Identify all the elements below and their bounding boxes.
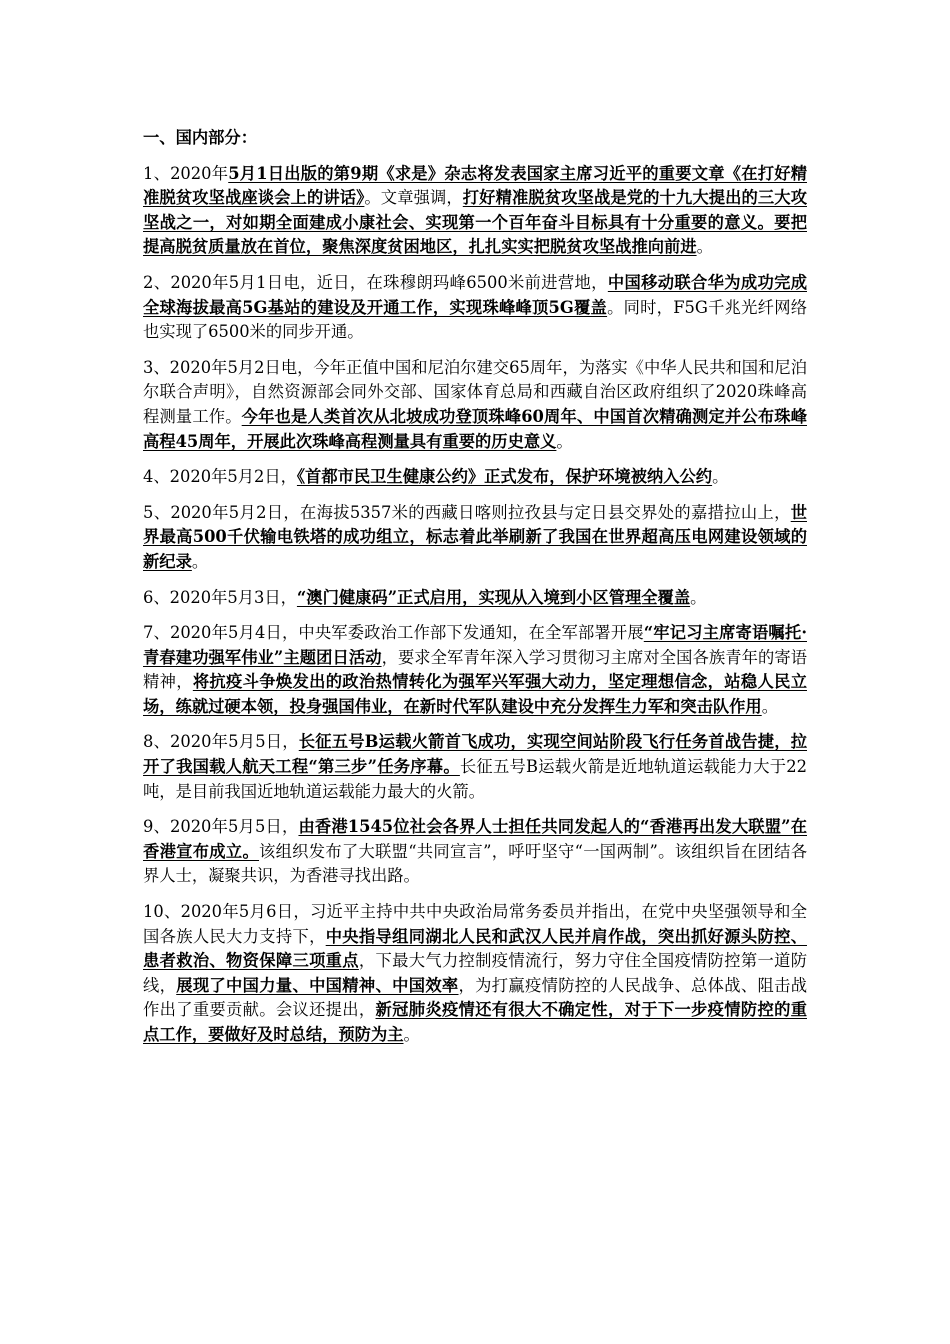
highlighted-text: 打好精准脱贫攻坚战是党的十九大提出的三大攻坚战之一，对如期全面建成小康社会、实现第一个百年奋斗目标具有十分重要的意义。要把提高脱贫质量放在首位，聚焦深度贫困地区，扎扎实实把脱贫攻坚战推向前进 — [143, 188, 807, 257]
body-text: 。 — [712, 467, 729, 487]
body-text: 该组织发布了大联盟“共同宣言”，呼吁坚守“一国两制”。该组织旨在团结各界人士，凝聚共识，为香港寻找出路。 — [143, 841, 807, 886]
highlighted-text: 中央指导组同湖北人民和武汉人民并肩作战，突出抓好源头防控、患者救治、物资保障三项重点 — [143, 926, 807, 971]
body-text: 。 — [191, 551, 209, 571]
body-text: 10、2020年5月6日，习近平主持中共中央政治局常务委员并指出，在党中央坚强领导和全国各族人民大力支持下， — [143, 902, 807, 946]
highlighted-text: 将抗疫斗争焕发出的政治热情转化为强军兴军强大动力，坚定理想信念，站稳人民立场，练就过硬本领，投身强国伟业，在新时代军队建设中充分发挥生力军和突击队作用 — [143, 672, 807, 716]
body-text: 。 — [690, 587, 707, 607]
highlighted-text: 世界最高500千伏输电铁塔的成功组立，标志着此举刷新了我国在世界超高压电网建设领域的新纪录 — [143, 502, 807, 571]
document-page — [143, 126, 807, 1059]
highlighted-text: 中国移动联合华为成功完成全球海拔最高5G基站的建设及开通工作，实现珠峰峰顶5G覆盖 — [143, 272, 807, 317]
news-item-5 — [143, 501, 807, 575]
body-text: 2、2020年5月1日电，近日，在珠穆朗玛峰6500米前进营地， — [143, 272, 608, 292]
news-item-10 — [143, 900, 807, 1048]
news-item-1 — [143, 162, 807, 260]
body-text: 。 — [696, 237, 713, 257]
body-text: 。 — [761, 696, 778, 716]
body-text: 7、2020年5月4日，中央军委政治工作部下发通知，在全军部署开展 — [143, 623, 644, 643]
news-item-7 — [143, 621, 807, 719]
body-text: ，要求全军青年深入学习贯彻习主席对全国各族青年的寄语精神， — [143, 647, 807, 692]
body-text: 。 — [403, 1025, 420, 1044]
highlighted-text: 5月1日出版的第9期《求是》杂志将发表国家主席习近平的重要文章《在打好精准脱贫攻坚战座谈会上的讲话》 — [143, 163, 807, 208]
highlighted-text: 今年也是人类首次从北坡成功登顶珠峰60周年、中国首次精确测定并公布珠峰高程45周年，开展此次珠峰高程测量具有重要的历史意义 — [143, 406, 807, 451]
news-item-9 — [143, 815, 807, 889]
news-item-8 — [143, 730, 807, 804]
highlighted-text: 长征五号B运载火箭首飞成功，实现空间站阶段飞行任务首战告捷，拉开了我国载人航天工程“第三步”任务序幕。 — [143, 732, 808, 777]
body-text: 9、2020年5月5日， — [143, 817, 299, 837]
body-text: 。文章强调， — [364, 188, 463, 208]
body-text: 。 — [556, 431, 573, 451]
news-list — [143, 162, 807, 1048]
body-text: 4、2020年5月2日， — [143, 467, 297, 487]
body-text: 长征五号B运载火箭是近地轨道运载能力大于22吨，是目前我国近地轨道运载能力最大的火箭。 — [143, 757, 808, 801]
body-text: 3、2020年5月2日电，今年正值中国和尼泊尔建交65周年，为落实《中华人民共和国和尼泊尔联合声明》，自然资源部会同外交部、国家体育总局和西藏自治区政府组织了2020珠峰高程测量工作。 — [143, 357, 807, 426]
highlighted-text: 由香港1545位社会各界人士担任共同发起人的“香港再出发大联盟”在香港宣布成立。 — [143, 817, 807, 861]
highlighted-text: 新冠肺炎疫情还有很大不确定性，对于下一步疫情防控的重点工作，要做好及时总结，预防为主 — [143, 1000, 807, 1044]
body-text: 6、2020年5月3日， — [143, 587, 297, 607]
body-text: 。同时，F5G千兆光纤网络也实现了6500米的同步开通。 — [143, 297, 808, 342]
highlighted-text: “澳门健康码”正式启用，实现从入境到小区管理全覆盖 — [296, 587, 691, 607]
highlighted-text: 《首都市民卫生健康公约》正式发布，保护环境被纳入公约 — [296, 467, 713, 487]
body-text: 1、2020年 — [143, 163, 229, 183]
body-text: ，为打赢疫情防控的人民战争、总体战、阻击战作出了重要贡献。会议还提出， — [143, 975, 807, 1020]
highlighted-text: “牢记习主席寄语嘱托·青春建功强军伟业”主题团日活动 — [143, 623, 807, 667]
highlighted-text: 展现了中国力量、中国精神、中国效率 — [176, 975, 459, 995]
body-text: 8、2020年5月5日， — [143, 732, 299, 752]
news-item-4 — [143, 465, 807, 490]
body-text: ，下最大气力控制疫情流行，努力守住全国疫情防控第一道防线， — [143, 951, 807, 995]
news-item-6 — [143, 586, 807, 611]
news-item-3 — [143, 356, 807, 454]
body-text: 5、2020年5月2日，在海拔5357米的西藏日喀则拉孜县与定日县交界处的嘉措拉山上， — [143, 502, 791, 522]
section-title: 一、国内部分： — [143, 128, 257, 147]
news-item-2 — [143, 271, 807, 345]
